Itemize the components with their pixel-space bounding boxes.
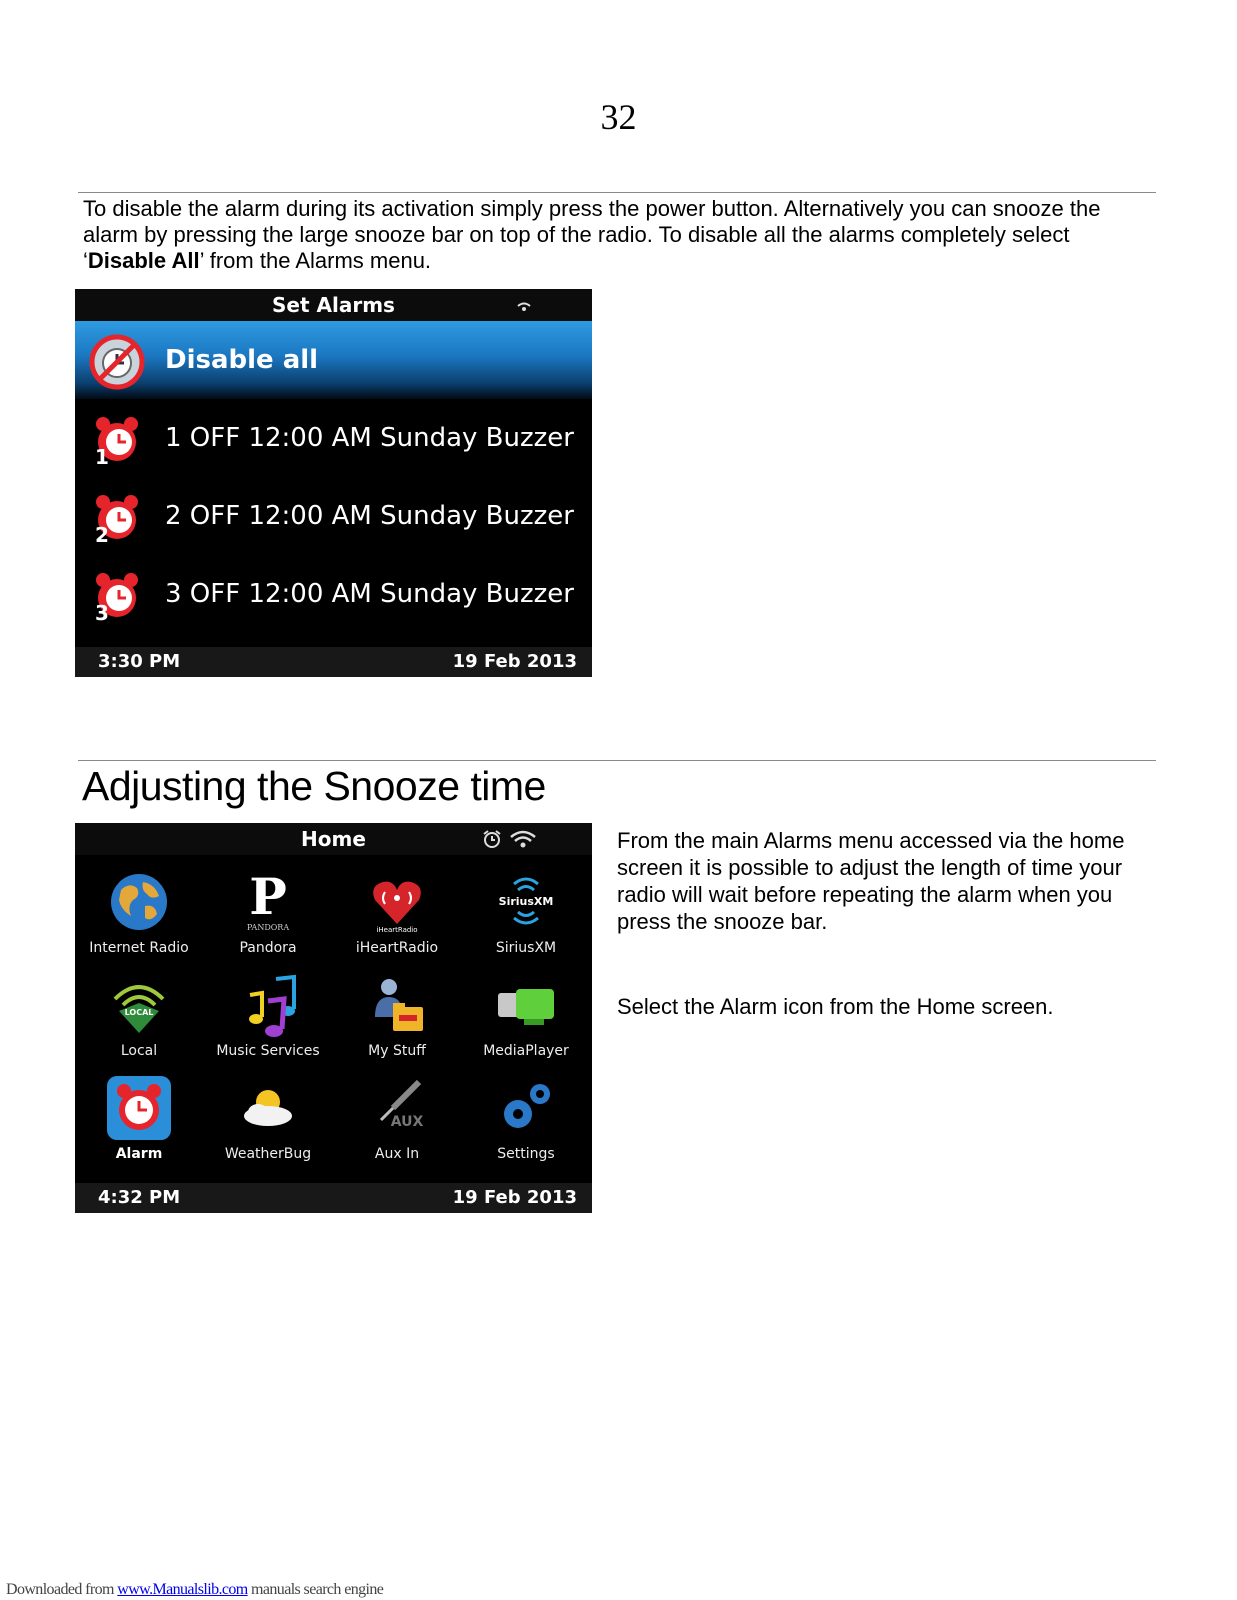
- alarm-item-label: 1 OFF 12:00 AM Sunday Buzzer: [165, 423, 574, 453]
- status-time: 4:32 PM: [98, 1187, 181, 1208]
- disable-alarm-icon: [89, 334, 145, 390]
- svg-text:PANDORA: PANDORA: [246, 923, 290, 932]
- tile-label: Aux In: [374, 1146, 420, 1162]
- footer-prefix: Downloaded from: [6, 1581, 118, 1598]
- screen-title-bar: [75, 823, 592, 855]
- intro-text-after: ’ from the Alarms menu.: [199, 248, 432, 273]
- svg-text:P: P: [249, 870, 287, 926]
- alarm-clock-2-icon: [89, 490, 145, 546]
- tile-internet-radio[interactable]: [75, 858, 203, 964]
- tile-iheartradio[interactable]: [333, 858, 461, 964]
- siriusxm-icon: [494, 870, 558, 934]
- intro-bold-disable-all: Disable All: [87, 248, 200, 273]
- alarm-item-label: Disable all: [165, 345, 319, 375]
- section-rule: [78, 760, 1156, 761]
- screen-title-bar: [75, 289, 592, 321]
- svg-text:1: 1: [95, 445, 109, 468]
- weather-icon: [236, 1076, 300, 1140]
- tile-media-player[interactable]: [462, 961, 590, 1067]
- top-rule: [78, 192, 1156, 193]
- snooze-description: From the main Alarms menu accessed via the home screen it is possible to adjust the length of time your radio will wait before repeating the alarm when you press the snooze bar.: [617, 828, 1125, 934]
- manualslib-link[interactable]: www.Manualslib.com: [117, 1581, 248, 1598]
- alarm-item-2[interactable]: [75, 477, 592, 555]
- my-stuff-icon: [365, 973, 429, 1037]
- pandora-icon: [236, 870, 300, 934]
- download-footer: [6, 1581, 383, 1599]
- svg-text:LOCAL: LOCAL: [124, 1008, 154, 1017]
- alarm-item-3[interactable]: [75, 555, 592, 633]
- status-date: 19 Feb 2013: [452, 1187, 577, 1208]
- svg-text:AUX: AUX: [390, 1114, 424, 1130]
- tile-label: SiriusXM: [495, 940, 557, 956]
- tile-label: My Stuff: [368, 1043, 426, 1059]
- alarm-item-disable-all[interactable]: [75, 321, 592, 399]
- tile-music-services[interactable]: [204, 961, 332, 1067]
- status-bar: [75, 1183, 592, 1213]
- tile-label: Alarm: [115, 1146, 163, 1162]
- status-date: 19 Feb 2013: [452, 651, 577, 672]
- section-heading: Adjusting the Snooze time: [82, 763, 546, 809]
- aux-cable-icon: [365, 1076, 429, 1140]
- tile-settings[interactable]: [462, 1064, 590, 1170]
- gears-icon: [494, 1076, 558, 1140]
- tile-weatherbug[interactable]: [204, 1064, 332, 1170]
- tile-pandora[interactable]: [204, 858, 332, 964]
- music-notes-icon: [236, 973, 300, 1037]
- alarm-status-icon: [482, 829, 502, 849]
- intro-paragraph: [83, 196, 1153, 274]
- screen-title: Home: [301, 827, 366, 851]
- wifi-icon: [509, 829, 537, 849]
- status-time: 3:30 PM: [98, 651, 181, 672]
- svg-text:3: 3: [95, 601, 109, 624]
- tile-siriusxm[interactable]: [462, 858, 590, 964]
- page-number: 32: [600, 97, 637, 137]
- tile-alarm[interactable]: [75, 1064, 203, 1170]
- alarm-item-label: 3 OFF 12:00 AM Sunday Buzzer: [165, 579, 574, 609]
- tile-local[interactable]: [75, 961, 203, 1067]
- intro-text-before: To disable the alarm during its activation simply press the power button. Alternatively you can snooze the alarm by pressing the large snooze bar on top of the radio. To disable all the alarms completely select ‘: [83, 196, 1101, 273]
- tile-label: Music Services: [216, 1043, 320, 1059]
- alarm-clock-1-icon: [89, 412, 145, 468]
- tile-label: MediaPlayer: [483, 1043, 569, 1059]
- alarm-item-label: 2 OFF 12:00 AM Sunday Buzzer: [165, 501, 574, 531]
- tile-label: WeatherBug: [224, 1146, 312, 1162]
- alarm-item-1[interactable]: [75, 399, 592, 477]
- tile-label: Local: [120, 1043, 158, 1059]
- tile-label: Settings: [497, 1146, 555, 1162]
- home-screen: [75, 823, 592, 1213]
- set-alarms-screen: [75, 289, 592, 677]
- alarm-clock-icon: [107, 1076, 171, 1140]
- svg-text:2: 2: [95, 523, 109, 546]
- local-radio-icon: [107, 973, 171, 1037]
- tile-label: iHeartRadio: [355, 940, 439, 956]
- status-bar: [75, 647, 592, 677]
- media-player-icon: [494, 973, 558, 1037]
- globe-icon: [107, 870, 171, 934]
- tile-aux-in[interactable]: [333, 1064, 461, 1170]
- tile-my-stuff[interactable]: [333, 961, 461, 1067]
- select-alarm-instruction: Select the Alarm icon from the Home screen.: [617, 994, 1054, 1019]
- screen-title: Set Alarms: [272, 293, 395, 317]
- wifi-icon: [516, 300, 532, 312]
- svg-text:SiriusXM: SiriusXM: [498, 895, 554, 908]
- tile-label: Pandora: [239, 940, 297, 956]
- iheartradio-icon: [365, 870, 429, 934]
- footer-suffix: manuals search engine: [247, 1581, 384, 1598]
- svg-text:iHeartRadio: iHeartRadio: [376, 926, 418, 934]
- alarm-clock-3-icon: [89, 568, 145, 624]
- tile-label: Internet Radio: [89, 940, 189, 956]
